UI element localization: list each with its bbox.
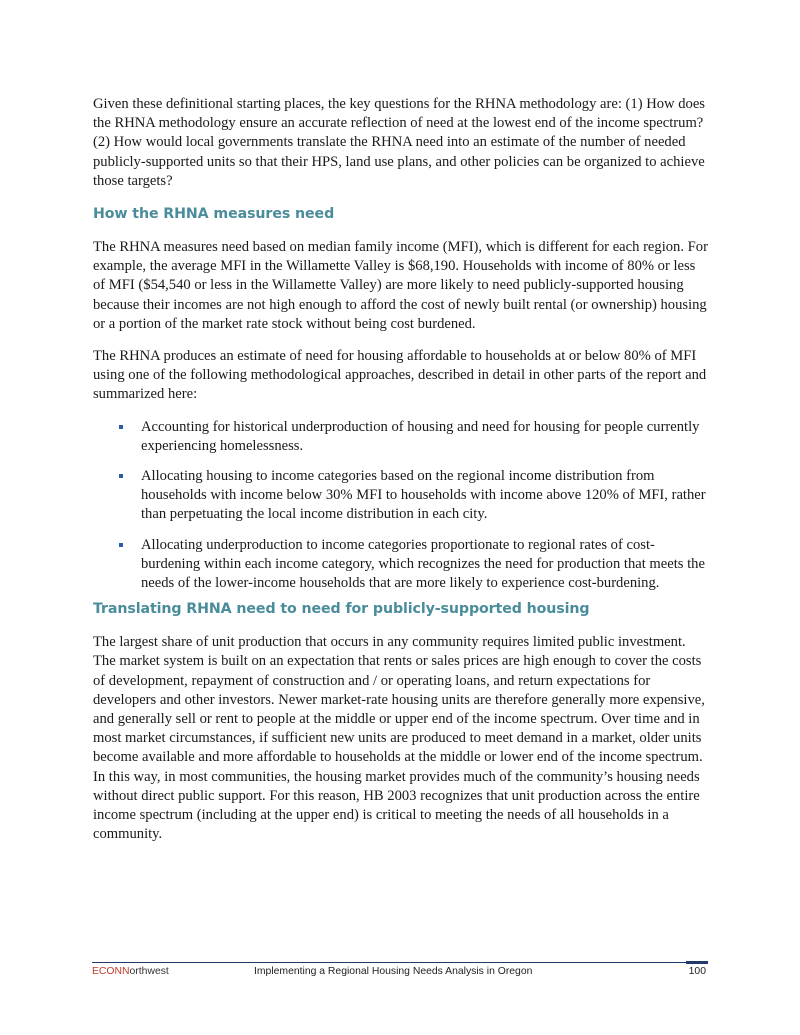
brand-logo-text	[92, 966, 169, 977]
brand-n: N	[122, 966, 130, 977]
square-bullet-icon	[119, 474, 123, 478]
footer-divider	[92, 962, 708, 963]
document-title: Implementing a Regional Housing Needs Analysis in Oregon	[254, 966, 533, 977]
page-footer	[92, 962, 708, 986]
intro-paragraph: Given these definitional starting places, the key questions for the RHNA methodology are: (1) How does the RHNA methodology ensure an accurate reflection of need at the lowest end of the income spectrum? (2) How would local governments translate the RHNA need into an estimate of the number of needed publicly-supported units so that their HPS, land use plans, and other policies can be organized to achieve those targets?	[93, 96, 705, 189]
square-bullet-icon	[119, 425, 123, 429]
section-heading-how-rhna-measures-need: How the RHNA measures need	[93, 206, 335, 223]
list-item	[93, 536, 711, 594]
document-page	[93, 95, 711, 858]
methodology-bullet-list	[93, 418, 711, 594]
page-number: 100	[688, 966, 706, 977]
list-item-text: Allocating housing to income categories based on the regional income distribution from households with income below 30% MFI to households with income above 120% of MFI, rather than perpetuating the local income distribution in each city.	[141, 468, 706, 523]
footer-divider-accent	[686, 961, 708, 964]
list-item	[93, 467, 711, 525]
list-item-text: Accounting for historical underproduction of housing and need for housing for people currently experiencing homelessness.	[141, 418, 700, 454]
brand-orthwest: orthwest	[129, 966, 169, 977]
section1-paragraph-1: The RHNA measures need based on median family income (MFI), which is different for each region. For example, the average MFI in the Willamette Valley is $68,190. Households with income of 80% or less of MFI ($54,540 or less in the Willamette Valley) are more likely to need publicly-supported housing because their incomes are not high enough to afford the cost of newly built rental (or ownership) housing or a portion of the market rate stock without being cost burdened.	[93, 239, 708, 332]
section-heading-translating-rhna-need: Translating RHNA need to need for publicly-supported housing	[93, 601, 590, 618]
square-bullet-icon	[119, 543, 123, 547]
list-item	[93, 418, 711, 456]
brand-econ: ECON	[92, 966, 123, 977]
section2-paragraph-1: The largest share of unit production that occurs in any community requires limited public investment. The market system is built on an expectation that rents or sales prices are high enough to cover the costs of development, repayment of construction and / or operating loans, and return expectations for developers and other investors. Newer market-rate housing units are therefore generally more expensive, and generally sell or rent to people at the middle or upper end of the income spectrum. Over time and in most market circumstances, if sufficient new units are produced to meet demand in a market, older units become available and more affordable to households at the middle or lower end of the income spectrum. In this way, in most communities, the housing market provides much of the community’s housing needs without direct public support. For this reason, HB 2003 recognizes that unit production across the entire income spectrum (including at the upper end) is critical to meeting the needs of all households in a community.	[93, 634, 705, 843]
section1-paragraph-2: The RHNA produces an estimate of need for housing affordable to households at or below 80% of MFI using one of the following methodological approaches, described in detail in other parts of the report and summarized here:	[93, 348, 707, 403]
list-item-text: Allocating underproduction to income categories proportionate to regional rates of cost-burdening within each income category, which recognizes the need for production that meets the needs of the lower-income households that are more likely to experience cost-burdening.	[141, 536, 705, 592]
